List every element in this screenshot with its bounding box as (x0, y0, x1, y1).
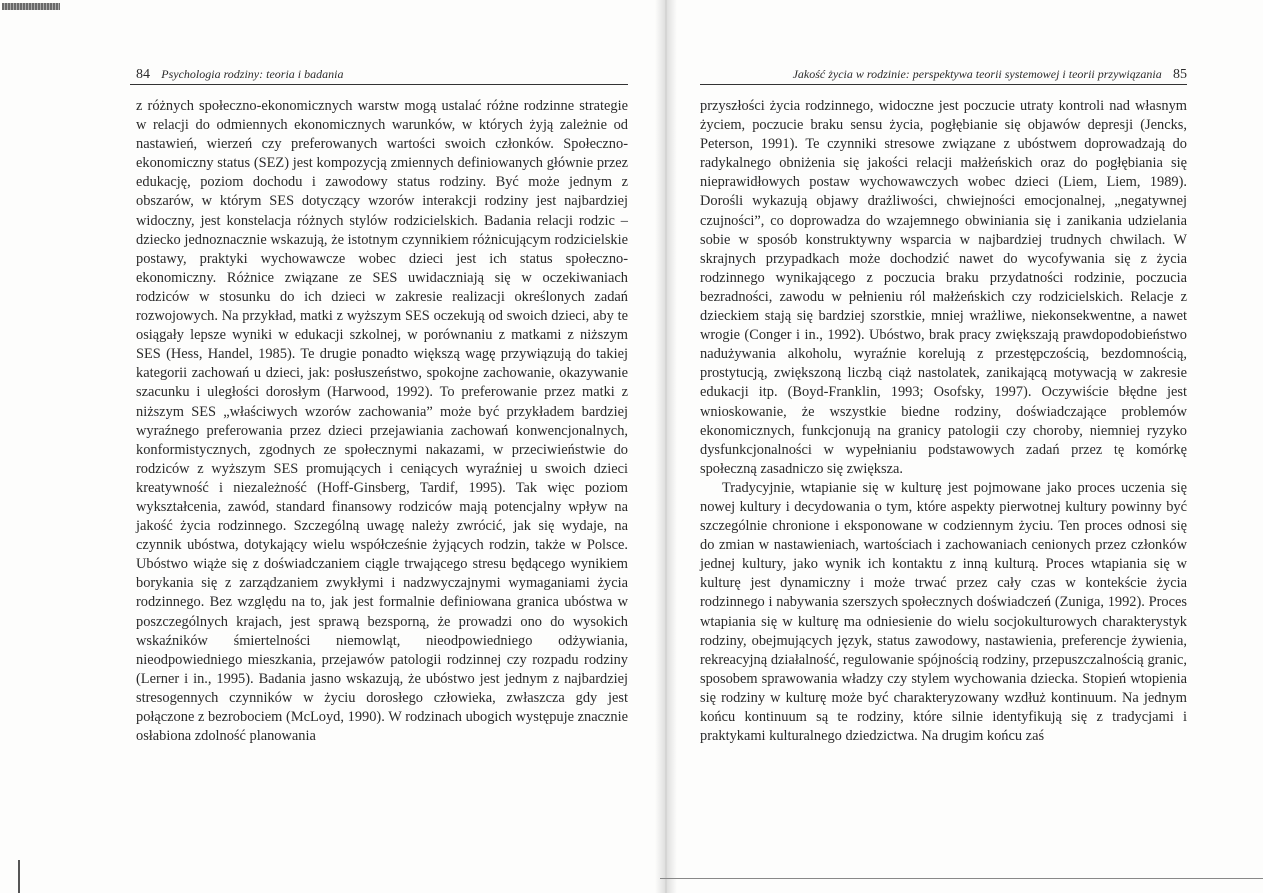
left-body-text (136, 97, 628, 746)
right-paragraph-2: Tradycyjnie, wtapianie się w kulturę jest pojmowane jako proces uczenia się nowej kultury i decydowania o tym, które aspekty pierwotnej kultury powinny być szczególnie chronione i eksponowane w codziennym życiu. Ten proces odnosi się do zmian w nastawieniach, wartościach i zachowaniach cenionych przez członków jednej kultury, jako wynik ich kontaktu z inną kulturą. Proces wtapiania się w kulturę jest dynamiczny i może trwać przez cały czas w kontekście życia rodzinnego i nabywania szerszych społecznych doświadczeń (Zuniga, 1992). Proces wtapiania się w kulturę ma odniesienie do wielu socjokulturowych charakterystyk rodziny, obejmujących język, status zawodowy, nastawienia, preferencje żywienia, rekreacyjną działalność, regulowanie spójnością rodziny, przepuszczalnością granic, sposobem sprawowania władzy czy stylem wychowania dziecka. Stopień wtopienia się rodziny w kulturę może być charakteryzowany wzdłuż kontinuum. Na jednym końcu kontinuum są te rodziny, które silnie identyfikują się z tradycjami i praktykami kulturalnego dziedzictwa. Na drugim końcu zaś (700, 479, 1187, 745)
scan-edge-mark (18, 860, 20, 893)
right-running-head-title: Jakość życia w rodzinie: perspektywa teorii systemowej i teorii przywiązania (792, 67, 1162, 81)
right-header-rule (700, 84, 1187, 85)
left-header-rule (130, 84, 628, 85)
right-paragraph-1: przyszłości życia rodzinnego, widoczne jest poczucie utraty kontroli nad własnym życiem, poczucie braku sensu życia, pogłębianie się objawów depresji (Jencks, Peterson, 1991). Te czynniki stresowe związane z ubóstwem doprowadzają do radykalnego obniżenia się jakości relacji małżeńskich oraz do pogłębiania się nieprawidłowych postaw wychowawczych wobec dzieci (Liem, Liem, 1989). Dorośli wykazują objawy drażliwości, chwiejności emocjonalnej, „negatywnej czujności”, co doprowadza do wzajemnego obwiniania się i zanikania udzielania sobie w sposób konstruktywny wsparcia w najbardziej trudnych chwilach. W skrajnych przypadkach może dochodzić nawet do wycofywania się z życia rodzinnego wynikającego z poczucia braku przydatności rodzinie, poczucia bezradności, zawodu w pełnieniu ról małżeńskich czy rodzicielskich. Relacje z dzieckiem stają się bardziej szorstkie, mniej wrażliwe, niekonsekwentne, a nawet wrogie (Conger i in., 1992). Ubóstwo, brak pracy zwiększają prawdopodobieństwo nadużywania alkoholu, wyraźnie korelują z przestępczością, bezdomnością, prostytucją, zwiększoną liczbą ciąż nastolatek, zanikającą motywacją w zakresie edukacji itp. (Boyd-Franklin, 1993; Osofsky, 1997). Oczywiście błędne jest wnioskowanie, że wszystkie biedne rodziny, doświadczające problemów ekonomicznych, funkcjonują na granicy patologii czy choroby, niemniej ryzyko dysfunkcjonalności w wypełnianiu podstawowych zadań przez tę komórkę społeczną zasadniczo się zwiększa. (700, 98, 1187, 477)
left-running-head-title: Psychologia rodziny: teoria i badania (161, 67, 344, 81)
left-page-number: 84 (136, 67, 150, 82)
right-body-text (700, 97, 1187, 746)
right-running-head (793, 64, 1187, 84)
scan-bottom-line (660, 878, 1263, 879)
left-paragraph-1: z różnych społeczno-ekonomicznych warstw mogą ustalać różne rodzinne strategie w relacji do odmiennych ekonomicznych warunków, w których żyją zależnie od nastawień, wierzeń czy preferowanych wartości swoich członków. Społeczno-ekonomiczny status (SEZ) jest kompozycją zmiennych definiowanych głównie przez edukację, poziom dochodu i zawodowy status rodziny. Być może jednym z obszarów, w którym SES dotyczący wzorów interakcji rodziny jest najbardziej widoczny, jest konstelacja różnych stylów rodzicielskich. Badania relacji rodzic – dziecko jednoznacznie wskazują, że istotnym czynnikiem różnicującym rodzicielskie postawy, praktyki wychowawcze wobec dzieci jest ich status społeczno-ekonomiczny. Różnice związane ze SES uwidaczniają się w oczekiwaniach rodziców w stosunku do ich dzieci w zakresie realizacji określonych zadań rozwojowych. Na przykład, matki z wyższym SES oczekują od swoich dzieci, aby te osiągały lepsze wyniki w edukacji szkolnej, w porównaniu z matkami z niższym SES (Hess, Handel, 1985). Te drugie ponadto większą wagę przywiązują do takiej kategorii zachowań u dzieci, jak: posłuszeństwo, spokojne zachowanie, okazywanie szacunku i uległości dorosłym (Harwood, 1992). To preferowanie przez matki z niższym SES „właściwych wzorów zachowania” może być przykładem bardziej wyraźnego preferowania przez dzieci przejawiania zachowań konwencjonalnych, konformistycznych, zgodnych ze społecznymi nakazami, w przeciwieństwie do rodziców z wyższym SES promujących i ceniących wyraźniej u swoich dzieci kreatywność i niezależność (Hoff-Ginsberg, Tardif, 1995). Tak więc poziom wykształcenia, zawód, standard finansowy rodziców mają potencjalny wpływ na jakość życia rodzinnego. Szczególną uwagę należy zwrócić, jak się wydaje, na czynnik ubóstwa, dotykający wielu współcześnie żyjących rodzin, także w Polsce. Ubóstwo wiąże się z doświadczaniem ciągle trwającego stresu będącego wynikiem borykania się z zarządzaniem zwykłymi i nadzwyczajnymi wymaganiami życia rodzinnego. Bez względu na to, jak jest formalnie definiowana granica ubóstwa w poszczególnych krajach, jest sprawą bezsporną, że prowadzi ono do wysokich wskaźników śmiertelności niemowląt, nieodpowiedniego odżywiania, nieodpowiedniego mieszkania, przejawów patologii rodzinnej czy rozpadu rodziny (Lerner i in., 1995). Badania jasno wskazują, że ubóstwo jest jednym z najbardziej stresogennych czynników w życiu dorosłego człowieka, zwłaszcza gdy jest połączone z bezrobociem (McLoyd, 1990). W rodzinach ubogich występuje znacznie osłabiona zdolność planowania (136, 98, 628, 745)
scan-corner-mark (2, 3, 60, 10)
left-running-head (136, 64, 343, 84)
right-page-number: 85 (1173, 67, 1187, 82)
book-gutter (655, 0, 677, 893)
